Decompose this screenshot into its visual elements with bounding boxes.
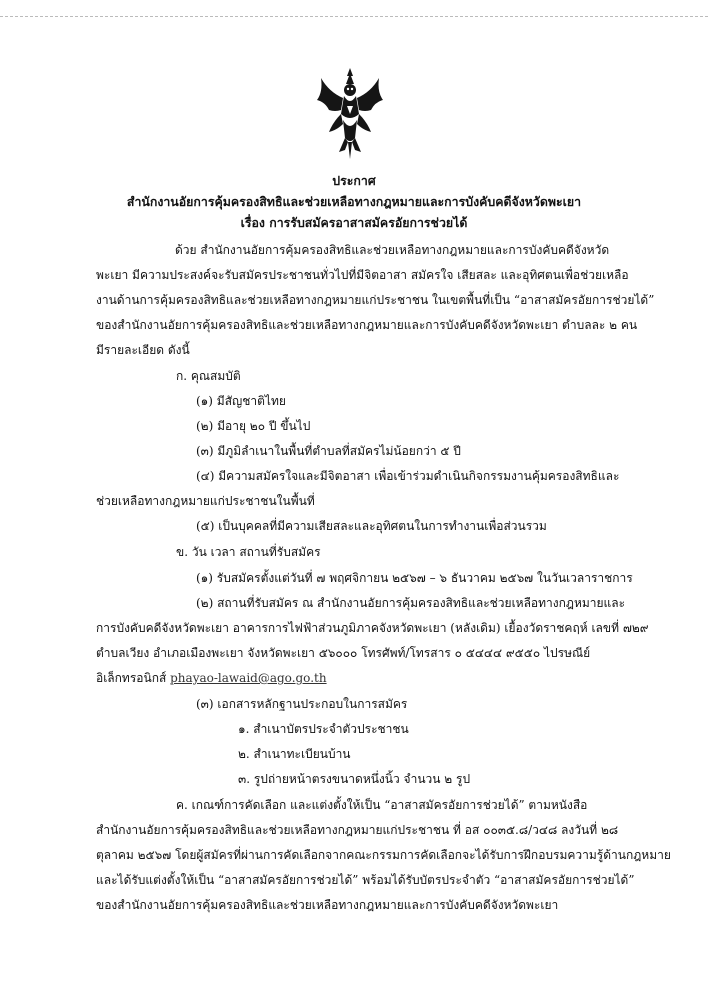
document-title: ประกาศ [332, 173, 376, 188]
garuda-emblem-icon [315, 66, 385, 161]
scan-edge-line [0, 16, 708, 17]
application-place: (๒) สถานที่รับสมัคร ณ สำนักงานอัยการคุ้มครองสิทธิและช่วยเหลือทางกฎหมายและ [196, 596, 626, 610]
subject-heading: เรื่อง การรับสมัครอาสาสมัครอัยการช่วยได้ [240, 215, 468, 230]
selection-line: สำนักงานอัยการคุ้มครองสิทธิและช่วยเหลือทางกฎหมายแก่ประชาชน ที่ อส ๐๐๓๕.๘/ว๔๘ ลงวันที่ ๒๘ [96, 823, 619, 837]
intro-line: พะเยา มีความประสงค์จะรับสมัครประชาชนทั่วไปที่มีจิตอาสา สมัครใจ เสียสละ และอุทิศตนเพื่อช่วยเหลือ [96, 268, 629, 282]
qualification-item: (๓) มีภูมิลำเนาในพื้นที่ตำบลที่สมัครไม่น้อยกว่า ๕ ปี [196, 444, 461, 458]
email-label: อิเล็กทรอนิกส์ [96, 671, 167, 685]
agency-heading: สำนักงานอัยการคุ้มครองสิทธิและช่วยเหลือทางกฎหมายและการบังคับคดีจังหวัดพะเยา [126, 194, 582, 209]
application-heading: ข. วัน เวลา สถานที่รับสมัคร [176, 545, 321, 559]
qualification-item: (๑) มีสัญชาติไทย [196, 394, 286, 408]
document-item: ๓. รูปถ่ายหน้าตรงขนาดหนึ่งนิ้ว จำนวน ๒ รูป [238, 772, 471, 786]
qualification-item-continued: ช่วยเหลือทางกฎหมายแก่ประชาชนในพื้นที่ [96, 494, 315, 508]
qualifications-heading: ก. คุณสมบัติ [176, 369, 241, 383]
intro-line: ด้วย สำนักงานอัยการคุ้มครองสิทธิและช่วยเหลือทางกฎหมายและการบังคับคดีจังหวัด [175, 243, 610, 257]
intro-line: งานด้านการคุ้มครองสิทธิและช่วยเหลือทางกฎหมายแก่ประชาชน ในเขตพื้นที่เป็น “อาสาสมัครอัยการช่วยได้” [96, 293, 655, 307]
selection-line: ของสำนักงานอัยการคุ้มครองสิทธิและช่วยเหลือทางกฎหมายและการบังคับคดีจังหวัดพะเยา [96, 898, 559, 912]
document-item: ๑. สำเนาบัตรประจำตัวประชาชน [238, 722, 409, 736]
application-place: ตำบลเวียง อำเภอเมืองพะเยา จังหวัดพะเยา ๕๖๐๐๐ โทรศัพท์/โทรสาร ๐ ๕๔๔๔ ๙๕๕๐ ไปรษณีย์ [96, 646, 591, 660]
qualification-item: (๔) มีความสมัครใจและมีจิตอาสา เพื่อเข้าร่วมดำเนินกิจกรรมงานคุ้มครองสิทธิและ [196, 469, 620, 483]
documents-heading: (๓) เอกสารหลักฐานประกอบในการสมัคร [196, 697, 408, 711]
qualification-item: (๕) เป็นบุคคลที่มีความเสียสละและอุทิศตนในการทำงานเพื่อส่วนรวม [196, 519, 547, 533]
selection-line: และได้รับแต่งตั้งให้เป็น “อาสาสมัครอัยการช่วยได้” พร้อมได้รับบัตรประจำตัว “อาสาสมัครอัยการช่วยได้” [96, 873, 635, 887]
application-period: (๑) รับสมัครตั้งแต่วันที่ ๗ พฤศจิกายน ๒๕๖๗ – ๖ ธันวาคม ๒๕๖๗ ในวันเวลาราชการ [196, 571, 633, 585]
qualification-item: (๒) มีอายุ ๒๐ ปี ขึ้นไป [196, 419, 311, 433]
application-place: การบังคับคดีจังหวัดพะเยา อาคารการไฟฟ้าส่วนภูมิภาคจังหวัดพะเยา (หลังเดิม) เยื้องวัดราชคฤห์ เลขที่ ๗๒๙ [96, 621, 649, 635]
selection-line: ค. เกณฑ์การคัดเลือก และแต่งตั้งให้เป็น “อาสาสมัครอัยการช่วยได้” ตามหนังสือ [176, 798, 588, 812]
selection-line: ตุลาคม ๒๕๖๗ โดยผู้สมัครที่ผ่านการคัดเลือกจากคณะกรรมการคัดเลือกจะได้รับการฝึกอบรมความรู้ด้านกฎหมาย [96, 848, 671, 862]
intro-line: มีรายละเอียด ดังนี้ [96, 343, 190, 357]
email-link[interactable]: phayao-lawaid@ago.go.th [170, 671, 327, 685]
intro-line: ของสำนักงานอัยการคุ้มครองสิทธิและช่วยเหลือทางกฎหมายและการบังคับคดีจังหวัดพะเยา ตำบลละ ๒ คน [96, 318, 638, 332]
email-line [96, 671, 327, 685]
document-item: ๒. สำเนาทะเบียนบ้าน [238, 747, 351, 761]
